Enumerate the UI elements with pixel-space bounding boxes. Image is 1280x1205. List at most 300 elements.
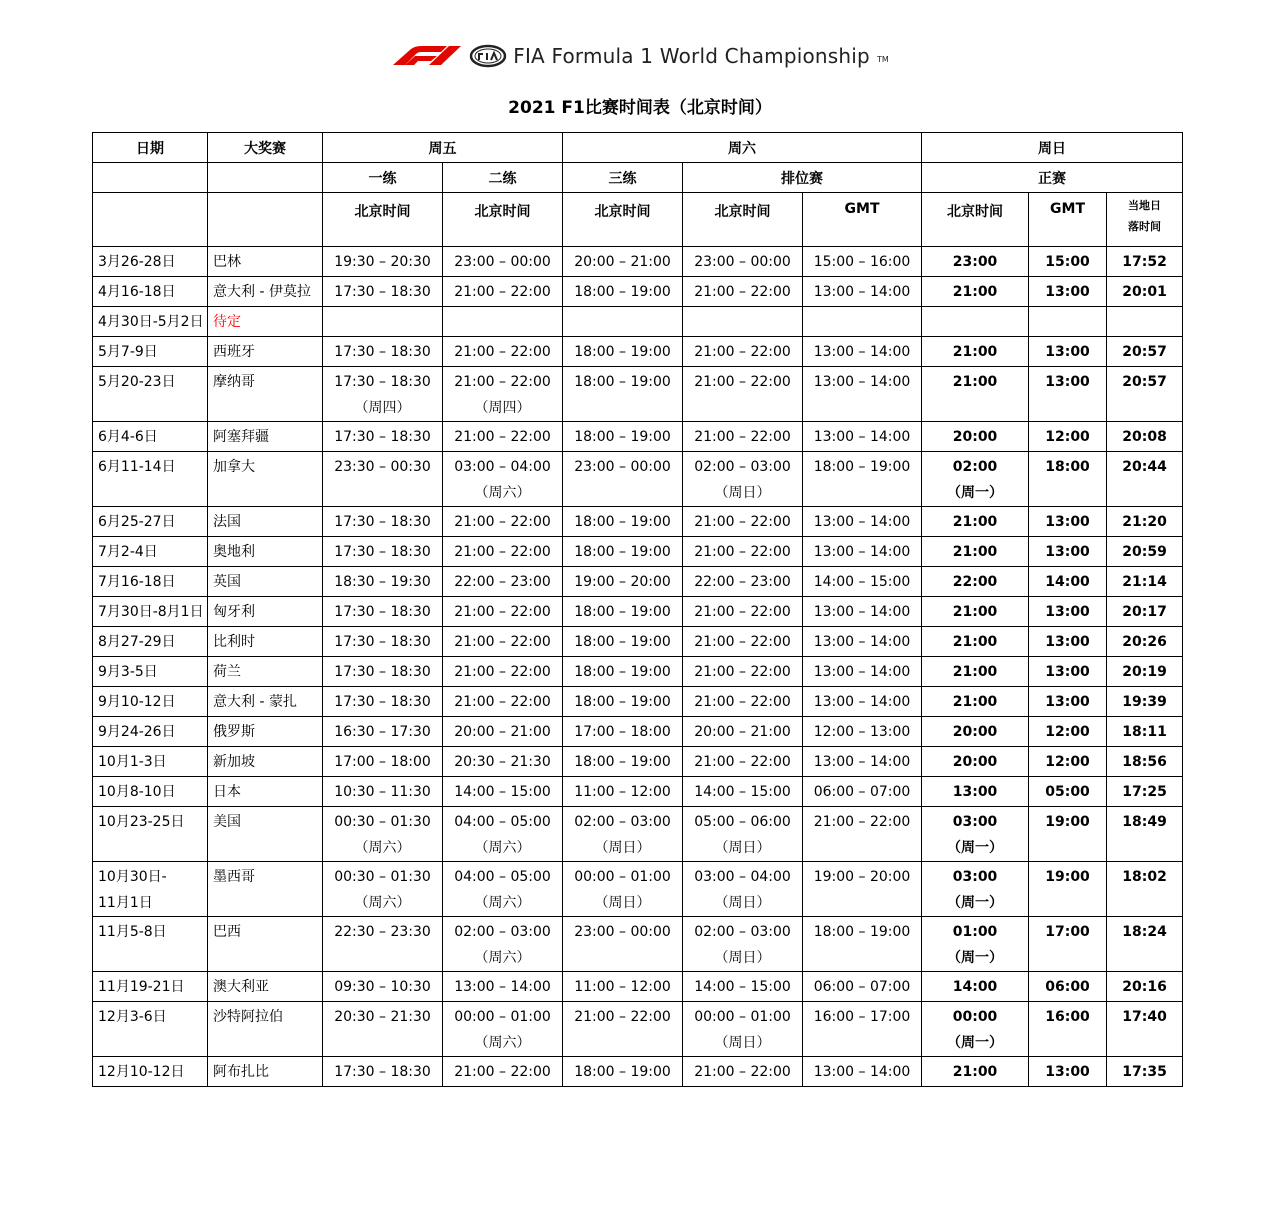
qualifying-beijing-cell-line: 00:00 – 01:00: [694, 1009, 791, 1025]
qualifying-gmt-cell-line: 13:00 – 14:00: [813, 344, 911, 360]
fp2-cell: [443, 567, 563, 597]
qualifying-gmt-cell-line: 13:00 – 14:00: [813, 664, 911, 680]
fp3-cell: [563, 1002, 683, 1057]
race-beijing-cell: [922, 422, 1029, 452]
header-local-sunset-line: 当地日: [1128, 199, 1162, 212]
race-beijing-cell-line: 21:00: [952, 604, 998, 620]
qualifying-gmt-cell: [803, 337, 922, 367]
fp2-cell-line: 02:00 – 03:00: [454, 924, 551, 940]
qualifying-gmt-cell: [803, 367, 922, 422]
table-row: [93, 507, 1183, 537]
fp1-cell: [323, 747, 443, 777]
race-beijing-cell-line: 03:00: [952, 814, 998, 830]
fp3-cell-line: 18:00 – 19:00: [574, 344, 671, 360]
header-fp3: 三练: [563, 163, 683, 193]
race-beijing-cell: [922, 862, 1029, 917]
date-cell: [93, 507, 208, 537]
fp3-cell-line: 18:00 – 19:00: [574, 664, 671, 680]
fp1-cell-line: 20:30 – 21:30: [334, 1009, 431, 1025]
table-row: [93, 537, 1183, 567]
qualifying-gmt-cell: [803, 597, 922, 627]
fp2-cell-line: 21:00 – 22:00: [454, 429, 551, 445]
fp2-cell: [443, 687, 563, 717]
qualifying-gmt-cell-line: 13:00 – 14:00: [813, 754, 911, 770]
qualifying-beijing-cell: [683, 507, 803, 537]
date-cell: [93, 1002, 208, 1057]
local-sunset-cell: 20:57: [1107, 337, 1183, 367]
fp1-cell: [323, 537, 443, 567]
fp2-cell: [443, 627, 563, 657]
fp3-cell-line: 20:00 – 21:00: [574, 254, 671, 270]
race-beijing-cell-line: 21:00: [952, 664, 998, 680]
race-beijing-cell-line: 21:00: [952, 284, 998, 300]
grand-prix-cell: 美国: [208, 807, 323, 862]
date-cell: [93, 747, 208, 777]
race-beijing-cell-line: 14:00: [952, 979, 998, 995]
local-sunset-cell: 21:14: [1107, 567, 1183, 597]
race-beijing-cell-line: （周一）: [947, 485, 1004, 501]
fp3-cell-line: 17:00 – 18:00: [574, 724, 671, 740]
date-cell-line: 5月7-9日: [98, 344, 158, 360]
header-race: 正赛: [922, 163, 1183, 193]
fp1-cell: [323, 1002, 443, 1057]
fp1-cell-line: 17:30 – 18:30: [334, 694, 431, 710]
local-sunset-cell: 20:16: [1107, 972, 1183, 1002]
fp2-cell: [443, 717, 563, 747]
date-cell: [93, 717, 208, 747]
race-beijing-cell-line: 23:00: [952, 254, 998, 270]
race-beijing-cell-line: 21:00: [952, 514, 998, 530]
date-cell-line: 6月11-14日: [98, 459, 176, 475]
date-cell: [93, 277, 208, 307]
qualifying-beijing-cell: [683, 452, 803, 507]
local-sunset-cell: 17:25: [1107, 777, 1183, 807]
grand-prix-cell: 奥地利: [208, 537, 323, 567]
fp3-cell-line: 18:00 – 19:00: [574, 514, 671, 530]
fp1-cell-line: （周四）: [354, 400, 411, 416]
qualifying-beijing-cell: [683, 862, 803, 917]
qualifying-gmt-cell-line: 18:00 – 19:00: [813, 459, 911, 475]
fp1-cell: [323, 807, 443, 862]
header-empty-cell: [93, 193, 208, 247]
local-sunset-cell: 18:11: [1107, 717, 1183, 747]
fp2-cell: [443, 972, 563, 1002]
fp3-cell-line: 18:00 – 19:00: [574, 544, 671, 560]
fp3-cell-line: （周日）: [594, 895, 651, 911]
race-beijing-cell-line: （周一）: [947, 1035, 1004, 1051]
fp3-cell-line: 18:00 – 19:00: [574, 1064, 671, 1080]
fp3-cell: [563, 627, 683, 657]
fp3-cell: [563, 452, 683, 507]
qualifying-gmt-cell-line: 21:00 – 22:00: [813, 814, 911, 830]
qualifying-gmt-cell: [803, 687, 922, 717]
race-beijing-cell-line: 21:00: [952, 374, 998, 390]
race-beijing-cell-line: 21:00: [952, 694, 998, 710]
qualifying-beijing-cell: [683, 277, 803, 307]
race-beijing-cell-line: 03:00: [952, 869, 998, 885]
date-cell-line: 10月8-10日: [98, 784, 176, 800]
fp2-cell: [443, 277, 563, 307]
race-gmt-cell: 05:00: [1029, 777, 1107, 807]
qualifying-gmt-cell: [803, 507, 922, 537]
race-beijing-cell-line: （周一）: [947, 840, 1004, 856]
qualifying-gmt-cell-line: 13:00 – 14:00: [813, 634, 911, 650]
fp2-cell-line: 21:00 – 22:00: [454, 694, 551, 710]
grand-prix-cell: 摩纳哥: [208, 367, 323, 422]
local-sunset-cell: 20:08: [1107, 422, 1183, 452]
race-gmt-cell: [1029, 307, 1107, 337]
race-gmt-cell: 15:00: [1029, 247, 1107, 277]
table-row: [93, 247, 1183, 277]
header-row-sessions: [93, 163, 1183, 193]
fp3-cell: [563, 1057, 683, 1087]
fp1-cell-line: 16:30 – 17:30: [334, 724, 431, 740]
date-cell-line: 6月4-6日: [98, 429, 158, 445]
local-sunset-cell: 20:57: [1107, 367, 1183, 422]
table-row: [93, 717, 1183, 747]
header-saturday: 周六: [563, 133, 922, 163]
race-gmt-cell: 06:00: [1029, 972, 1107, 1002]
fp2-cell-line: 03:00 – 04:00: [454, 459, 551, 475]
grand-prix-cell: 西班牙: [208, 337, 323, 367]
qualifying-gmt-cell-line: 06:00 – 07:00: [813, 784, 911, 800]
race-gmt-cell: 19:00: [1029, 807, 1107, 862]
fp3-cell: [563, 537, 683, 567]
qualifying-gmt-cell-line: 13:00 – 14:00: [813, 604, 911, 620]
header-beijing-time: 北京时间: [683, 193, 803, 247]
fp2-cell-line: 20:00 – 21:00: [454, 724, 551, 740]
fp1-cell: [323, 1057, 443, 1087]
local-sunset-cell: 20:26: [1107, 627, 1183, 657]
race-beijing-cell: [922, 747, 1029, 777]
race-beijing-cell-line: 20:00: [952, 754, 998, 770]
fp3-cell-line: 18:00 – 19:00: [574, 694, 671, 710]
fp2-cell-line: 20:30 – 21:30: [454, 754, 551, 770]
fp3-cell: [563, 972, 683, 1002]
grand-prix-cell: 日本: [208, 777, 323, 807]
date-cell: [93, 247, 208, 277]
grand-prix-cell: 意大利 - 蒙扎: [208, 687, 323, 717]
local-sunset-cell: 20:17: [1107, 597, 1183, 627]
qualifying-gmt-cell: [803, 537, 922, 567]
race-gmt-cell: 13:00: [1029, 367, 1107, 422]
qualifying-gmt-cell: [803, 452, 922, 507]
fp1-cell: [323, 277, 443, 307]
fp1-cell: [323, 862, 443, 917]
header-empty-cell: [93, 163, 208, 193]
race-gmt-cell: 13:00: [1029, 277, 1107, 307]
fp2-cell: [443, 247, 563, 277]
header-local-sunset-line: 落时间: [1128, 220, 1162, 233]
qualifying-beijing-cell: [683, 247, 803, 277]
qualifying-beijing-cell-line: 21:00 – 22:00: [694, 429, 791, 445]
header-sunday: 周日: [922, 133, 1183, 163]
fp1-cell-line: 10:30 – 11:30: [334, 784, 431, 800]
race-gmt-cell: 13:00: [1029, 507, 1107, 537]
fp2-cell-line: 13:00 – 14:00: [454, 979, 551, 995]
date-cell-line: 9月10-12日: [98, 694, 176, 710]
qualifying-beijing-cell-line: （周日）: [714, 840, 771, 856]
fp3-cell: [563, 597, 683, 627]
race-beijing-cell: [922, 277, 1029, 307]
fp2-cell-line: 21:00 – 22:00: [454, 284, 551, 300]
date-cell: [93, 972, 208, 1002]
fp1-cell: [323, 307, 443, 337]
fp2-cell-line: 21:00 – 22:00: [454, 634, 551, 650]
grand-prix-cell: 巴西: [208, 917, 323, 972]
race-beijing-cell: [922, 777, 1029, 807]
local-sunset-cell: 19:39: [1107, 687, 1183, 717]
qualifying-gmt-cell: [803, 972, 922, 1002]
qualifying-gmt-cell: [803, 657, 922, 687]
race-beijing-cell-line: 20:00: [952, 724, 998, 740]
fp2-cell-line: 21:00 – 22:00: [454, 604, 551, 620]
fp1-cell-line: 17:30 – 18:30: [334, 429, 431, 445]
fp1-cell-line: 17:00 – 18:00: [334, 754, 431, 770]
qualifying-beijing-cell: [683, 567, 803, 597]
date-cell-line: 11月1日: [98, 895, 153, 911]
race-beijing-cell: [922, 307, 1029, 337]
table-row: [93, 972, 1183, 1002]
date-cell: [93, 627, 208, 657]
grand-prix-cell: 匈牙利: [208, 597, 323, 627]
race-gmt-cell: 14:00: [1029, 567, 1107, 597]
fp2-cell-line: 21:00 – 22:00: [454, 544, 551, 560]
fp1-cell: [323, 917, 443, 972]
grand-prix-cell: 加拿大: [208, 452, 323, 507]
fp2-cell: [443, 367, 563, 422]
qualifying-beijing-cell-line: 21:00 – 22:00: [694, 284, 791, 300]
fp2-cell: [443, 747, 563, 777]
qualifying-gmt-cell: [803, 567, 922, 597]
qualifying-beijing-cell-line: 21:00 – 22:00: [694, 544, 791, 560]
fp2-cell: [443, 507, 563, 537]
date-cell: [93, 862, 208, 917]
fp3-cell-line: 18:00 – 19:00: [574, 634, 671, 650]
date-cell: [93, 687, 208, 717]
date-cell-line: 5月20-23日: [98, 374, 176, 390]
grand-prix-cell: 法国: [208, 507, 323, 537]
grand-prix-cell: 待定: [208, 307, 323, 337]
page-title: 2021 F1比赛时间表（北京时间）: [508, 98, 772, 118]
qualifying-beijing-cell: [683, 537, 803, 567]
race-beijing-cell: [922, 247, 1029, 277]
fp2-cell: [443, 307, 563, 337]
fp2-cell-line: （周六）: [474, 1035, 531, 1051]
table-row: [93, 657, 1183, 687]
race-gmt-cell: 13:00: [1029, 657, 1107, 687]
date-cell-line: 3月26-28日: [98, 254, 176, 270]
qualifying-beijing-cell: [683, 747, 803, 777]
fp1-cell: [323, 422, 443, 452]
fp1-cell-line: 17:30 – 18:30: [334, 344, 431, 360]
grand-prix-cell: 俄罗斯: [208, 717, 323, 747]
local-sunset-cell: 17:52: [1107, 247, 1183, 277]
fp2-cell-line: 21:00 – 22:00: [454, 664, 551, 680]
table-row: [93, 452, 1183, 507]
local-sunset-cell: 18:56: [1107, 747, 1183, 777]
grand-prix-cell: 阿塞拜疆: [208, 422, 323, 452]
qualifying-beijing-cell-line: （周日）: [714, 950, 771, 966]
qualifying-beijing-cell: [683, 807, 803, 862]
qualifying-beijing-cell-line: 14:00 – 15:00: [694, 979, 791, 995]
fp3-cell: [563, 777, 683, 807]
qualifying-gmt-cell: [803, 1057, 922, 1087]
race-beijing-cell: [922, 657, 1029, 687]
fp3-cell: [563, 687, 683, 717]
fp2-cell-line: 23:00 – 00:00: [454, 254, 551, 270]
qualifying-gmt-cell-line: 12:00 – 13:00: [813, 724, 911, 740]
race-beijing-cell-line: 21:00: [952, 344, 998, 360]
fp1-cell-line: 00:30 – 01:30: [334, 814, 431, 830]
fp3-cell: [563, 367, 683, 422]
qualifying-beijing-cell: [683, 422, 803, 452]
race-beijing-cell-line: （周一）: [947, 895, 1004, 911]
fp3-cell-line: 18:00 – 19:00: [574, 429, 671, 445]
race-gmt-cell: 13:00: [1029, 1057, 1107, 1087]
fp1-cell-line: 00:30 – 01:30: [334, 869, 431, 885]
table-row: [93, 422, 1183, 452]
table-row: [93, 337, 1183, 367]
header-date: 日期: [93, 133, 208, 163]
fp1-cell-line: 17:30 – 18:30: [334, 544, 431, 560]
qualifying-beijing-cell-line: 21:00 – 22:00: [694, 754, 791, 770]
date-cell-line: 12月3-6日: [98, 1009, 167, 1025]
header-beijing-time: 北京时间: [443, 193, 563, 247]
qualifying-gmt-cell-line: 19:00 – 20:00: [813, 869, 911, 885]
table-row: [93, 1057, 1183, 1087]
date-cell-line: 6月25-27日: [98, 514, 176, 530]
local-sunset-cell: 21:20: [1107, 507, 1183, 537]
grand-prix-cell: 巴林: [208, 247, 323, 277]
fp2-cell-line: 21:00 – 22:00: [454, 1064, 551, 1080]
qualifying-gmt-cell: [803, 307, 922, 337]
qualifying-gmt-cell-line: 13:00 – 14:00: [813, 544, 911, 560]
race-beijing-cell: [922, 597, 1029, 627]
fp2-cell-line: （周六）: [474, 485, 531, 501]
qualifying-beijing-cell-line: 22:00 – 23:00: [694, 574, 791, 590]
qualifying-gmt-cell: [803, 917, 922, 972]
qualifying-beijing-cell-line: 21:00 – 22:00: [694, 634, 791, 650]
date-cell: [93, 452, 208, 507]
grand-prix-cell: 新加坡: [208, 747, 323, 777]
qualifying-beijing-cell: [683, 1002, 803, 1057]
qualifying-beijing-cell: [683, 717, 803, 747]
fp2-cell: [443, 422, 563, 452]
qualifying-beijing-cell-line: 21:00 – 22:00: [694, 664, 791, 680]
fp2-cell: [443, 337, 563, 367]
fp1-cell: [323, 597, 443, 627]
header-local-sunset: [1107, 193, 1183, 247]
header-beijing-time: 北京时间: [323, 193, 443, 247]
date-cell-line: 10月30日-: [98, 869, 167, 885]
local-sunset-cell: 20:19: [1107, 657, 1183, 687]
fp3-cell-line: 11:00 – 12:00: [574, 784, 671, 800]
race-beijing-cell-line: 13:00: [952, 784, 998, 800]
race-beijing-cell: [922, 537, 1029, 567]
race-gmt-cell: 13:00: [1029, 687, 1107, 717]
fp1-cell-line: 17:30 – 18:30: [334, 664, 431, 680]
fp2-cell: [443, 452, 563, 507]
fp1-cell-line: 17:30 – 18:30: [334, 374, 431, 390]
grand-prix-cell: 沙特阿拉伯: [208, 1002, 323, 1057]
fp1-cell-line: （周六）: [354, 840, 411, 856]
date-cell: [93, 807, 208, 862]
brand-header: [0, 44, 1280, 68]
fp3-cell: [563, 747, 683, 777]
qualifying-beijing-cell-line: 23:00 – 00:00: [694, 254, 791, 270]
fp1-cell-line: 22:30 – 23:30: [334, 924, 431, 940]
fp2-cell: [443, 537, 563, 567]
fp2-cell-line: 22:00 – 23:00: [454, 574, 551, 590]
schedule-body: [93, 247, 1183, 1087]
fp1-cell-line: 17:30 – 18:30: [334, 634, 431, 650]
fp3-cell-line: 21:00 – 22:00: [574, 1009, 671, 1025]
local-sunset-cell: 18:49: [1107, 807, 1183, 862]
date-cell: [93, 1057, 208, 1087]
fp2-cell: [443, 862, 563, 917]
date-cell-line: 10月23-25日: [98, 814, 185, 830]
fp1-cell: [323, 247, 443, 277]
race-gmt-cell: 12:00: [1029, 717, 1107, 747]
qualifying-beijing-cell: [683, 1057, 803, 1087]
qualifying-gmt-cell-line: 15:00 – 16:00: [813, 254, 911, 270]
qualifying-gmt-cell: [803, 807, 922, 862]
race-gmt-cell: 12:00: [1029, 747, 1107, 777]
date-cell-line: 7月2-4日: [98, 544, 158, 560]
race-beijing-cell: [922, 1057, 1029, 1087]
qualifying-beijing-cell-line: 21:00 – 22:00: [694, 604, 791, 620]
qualifying-gmt-cell: [803, 627, 922, 657]
race-beijing-cell: [922, 1002, 1029, 1057]
grand-prix-cell: 阿布扎比: [208, 1057, 323, 1087]
qualifying-gmt-cell: [803, 747, 922, 777]
qualifying-beijing-cell: [683, 367, 803, 422]
local-sunset-cell: 17:35: [1107, 1057, 1183, 1087]
fp2-cell-line: （周四）: [474, 400, 531, 416]
header-empty-cell: [208, 163, 323, 193]
fp1-cell: [323, 337, 443, 367]
race-gmt-cell: 17:00: [1029, 917, 1107, 972]
fp1-cell-line: 09:30 – 10:30: [334, 979, 431, 995]
table-row: [93, 277, 1183, 307]
qualifying-beijing-cell-line: （周日）: [714, 485, 771, 501]
fp1-cell: [323, 627, 443, 657]
qualifying-gmt-cell: [803, 777, 922, 807]
fp3-cell-line: 18:00 – 19:00: [574, 374, 671, 390]
race-beijing-cell: [922, 337, 1029, 367]
f1-logo-icon: [391, 45, 463, 67]
fp1-cell-line: 17:30 – 18:30: [334, 514, 431, 530]
fp3-cell-line: 18:00 – 19:00: [574, 604, 671, 620]
table-row: [93, 597, 1183, 627]
date-cell-line: 7月16-18日: [98, 574, 176, 590]
fp1-cell-line: （周六）: [354, 895, 411, 911]
fp2-cell-line: 21:00 – 22:00: [454, 344, 551, 360]
date-cell: [93, 537, 208, 567]
table-row: [93, 862, 1183, 917]
qualifying-beijing-cell-line: 21:00 – 22:00: [694, 1064, 791, 1080]
qualifying-beijing-cell-line: 21:00 – 22:00: [694, 694, 791, 710]
qualifying-gmt-cell-line: 13:00 – 14:00: [813, 694, 911, 710]
race-beijing-cell-line: 21:00: [952, 634, 998, 650]
qualifying-gmt-cell-line: 14:00 – 15:00: [813, 574, 911, 590]
header-row-days: [93, 133, 1183, 163]
header-beijing-time: 北京时间: [563, 193, 683, 247]
fp3-cell-line: 18:00 – 19:00: [574, 284, 671, 300]
race-beijing-cell: [922, 507, 1029, 537]
qualifying-gmt-cell-line: 13:00 – 14:00: [813, 514, 911, 530]
